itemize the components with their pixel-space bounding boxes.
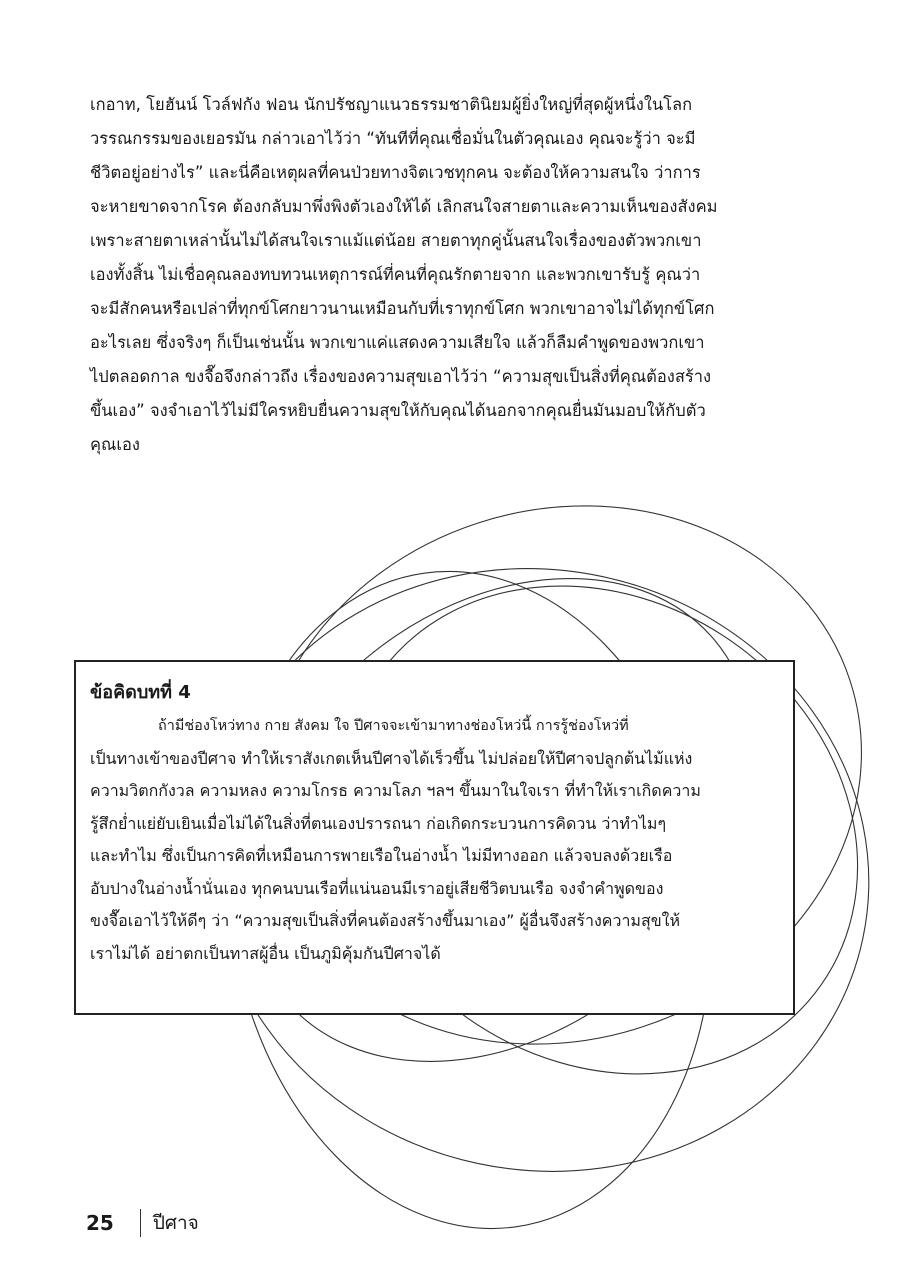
body-line: ชีวิตอยู่อย่างไร” และนี่คือเหตุผลที่คนป่วยทางจิตเวชทุกคน จะต้องให้ความสนใจ ว่าการ <box>90 163 701 182</box>
book-title: ปีศาจ <box>152 1212 199 1234</box>
body-line: อะไรเลย ซึ่งจริงๆ ก็เป็นเช่นนั้น พวกเขาแค่แสดงความเสียใจ แล้วก็ลืมคำพูดของพวกเขา <box>90 333 705 352</box>
lesson-line: อับปางในอ่างน้ำนั่นเอง ทุกคนบนเรือที่แน่นอนมีเราอยู่เสียชีวิตบนเรือ จงจำคำพูดของ <box>90 878 664 898</box>
lesson-box-title: ข้อคิดบทที่ 4 <box>90 682 191 703</box>
lesson-line: เราไม่ได้ อย่าตกเป็นทาสผู้อื่น เป็นภูมิคุ้มกันปีศาจได้ <box>90 943 441 963</box>
page-footer <box>86 1208 199 1238</box>
body-line: เกอาท, โยฮันน์ โวล์ฟกัง ฟอน นักปรัชญาแนวธรรมชาตินิยมผู้ยิ่งใหญ่ที่สุดผู้หนึ่งในโลก <box>90 95 693 114</box>
page-number: 25 <box>86 1211 114 1235</box>
lesson-line: ถ้ามีช่องโหว่ทาง กาย สังคม ใจ ปีศาจจะเข้ามาทางช่องโหว่นี้ การรู้ช่องโหว่ที่ <box>158 718 629 734</box>
body-line: จะหายขาดจากโรค ต้องกลับมาพึ่งพิงตัวเองให้ได้ เลิกสนใจสายตาและความเห็นของสังคม <box>90 197 718 216</box>
lesson-line: ความวิตกกังวล ความหลง ความโกรธ ความโลภ ฯลฯ ขึ้นมาในใจเรา ที่ทำให้เราเกิดความ <box>90 781 701 800</box>
lesson-line: รู้สึกย่ำแย่ยับเยินเมื่อไม่ได้ในสิ่งที่ตนเองปรารถนา ก่อเกิดกระบวนการคิดวน ว่าทำไมๆ <box>90 813 667 833</box>
body-line: ขึ้นเอง” จงจำเอาไว้ไม่มีใครหยิบยื่นความสุขให้กับคุณได้นอกจากคุณยื่นมันมอบให้กับตัว <box>90 401 706 420</box>
body-line: จะมีสักคนหรือเปล่าที่ทุกข์โศกยาวนานเหมือนกับที่เราทุกข์โศก พวกเขาอาจไม่ได้ทุกข์โศก <box>90 299 715 318</box>
body-line: เพราะสายตาเหล่านั้นไม่ได้สนใจเราแม้แต่น้อย สายตาทุกคู่นั้นสนใจเรื่องของตัวพวกเขา <box>90 231 702 250</box>
body-line: เองทั้งสิ้น ไม่เชื่อคุณลองทบทวนเหตุการณ์ที่คนที่คุณรักตายจาก และพวกเขารับรู้ คุณว่า <box>90 265 701 284</box>
body-line: ไปตลอดกาล ขงจื๊อจึงกล่าวถึง เรื่องของความสุขเอาไว้ว่า “ความสุขเป็นสิ่งที่คุณต้องสร้าง <box>90 367 712 386</box>
lesson-line: และทำไม ซึ่งเป็นการคิดที่เหมือนการพายเรือในอ่างน้ำ ไม่มีทางออก แล้วจบลงด้วยเรือ <box>90 846 673 865</box>
lesson-box-text <box>90 710 779 970</box>
body-line: วรรณกรรมของเยอรมัน กล่าวเอาไว้ว่า “ทันทีที่คุณเชื่อมั่นในตัวคุณเอง คุณจะรู้ว่า จะมี <box>90 129 696 148</box>
lesson-line: เป็นทางเข้าของปีศาจ ทำให้เราสังเกตเห็นปีศาจได้เร็วขึ้น ไม่ปล่อยให้ปีศาจปลูกต้นไม้แห่ง <box>90 748 693 768</box>
footer-divider <box>140 1209 141 1237</box>
lesson-box <box>74 660 795 1015</box>
body-line: คุณเอง <box>90 435 140 454</box>
lesson-line: ขงจื๊อเอาไว้ให้ดีๆ ว่า “ความสุขเป็นสิ่งที่คนต้องสร้างขึ้นมาเอง” ผู้อื่นจึงสร้างความสุขให้ <box>90 911 681 930</box>
